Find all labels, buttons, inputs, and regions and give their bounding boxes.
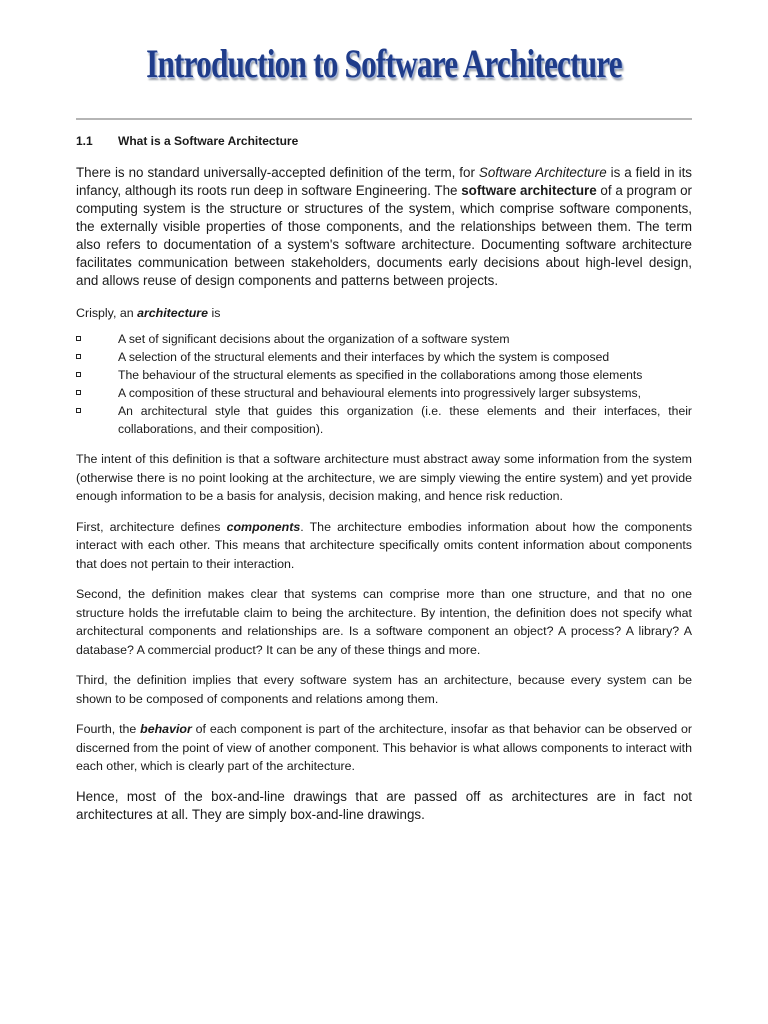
document-title: Introduction to Software Architecture [146, 41, 622, 86]
section-heading [76, 134, 692, 148]
list-item-text: A set of significant decisions about the organization of a software system [118, 332, 510, 346]
crisply-text-1: Crisply, an [76, 306, 138, 320]
first-text-1: First, architecture defines [76, 519, 227, 534]
list-item [76, 330, 692, 348]
first-paragraph [76, 518, 692, 574]
definition-list [76, 330, 692, 438]
list-item-text: A selection of the structural elements and their interfaces by which the system is composed [118, 350, 610, 364]
intro-text-2: is a field in its infancy, although its roots run deep in software Engineering. The [76, 165, 692, 198]
intro-paragraph [76, 164, 692, 290]
title-banner [0, 40, 768, 87]
square-bullet-icon [76, 336, 81, 341]
list-item-text: An architectural style that guides this organization (i.e. these elements and their interfaces, their collaborations, and their composition). [118, 404, 692, 436]
document-body [76, 134, 692, 824]
second-paragraph: Second, the definition makes clear that systems can comprise more than one structure, and that no one structure holds the irrefutable claim to being the architecture. By intention, the definition does not specify what architectural components and relationships are. Is a software component an object? A process? A library? A database? A commercial product? It can be any of these things and more. [76, 587, 692, 657]
intro-italic-term: Software Architecture [478, 165, 607, 180]
square-bullet-icon [76, 390, 81, 395]
intro-bold-term: software architecture [461, 183, 597, 198]
section-number: 1.1 [76, 134, 93, 148]
first-text-2: . The architecture embodies information about how the components interact with each other. This means that architecture specifically omits content information about components that does not pertain to their interaction. [76, 519, 693, 571]
fourth-text-2: of each component is part of the architecture, insofar as that behavior can be observed or discerned from the point of view of another component. This behavior is what allows components to interact with each other, which is clearly part of the architecture. [76, 722, 692, 773]
title-divider [76, 118, 692, 120]
fourth-paragraph [76, 720, 692, 776]
list-item-text: The behaviour of the structural elements as specified in the collaborations among those elements [118, 368, 643, 382]
list-item-text: A composition of these structural and behavioural elements into progressively larger subsystems, [118, 386, 641, 400]
square-bullet-icon [76, 372, 81, 377]
third-paragraph: Third, the definition implies that every software system has an architecture, because every system can be shown to be composed of components and relations among them. [76, 673, 692, 706]
square-bullet-icon [76, 354, 81, 359]
first-emphasis: components [226, 519, 301, 534]
fourth-emphasis: behavior [140, 722, 192, 736]
list-item [76, 402, 692, 438]
fourth-text-1: Fourth, the [76, 722, 141, 736]
list-item [76, 348, 692, 366]
crisply-text-2: is [208, 306, 221, 320]
crisply-line [76, 306, 692, 320]
closing-paragraph: Hence, most of the box-and-line drawings that are passed off as architectures are in fact not architectures at all. They are simply box-and-line drawings. [76, 788, 692, 822]
list-item [76, 384, 692, 402]
intro-text-1: There is no standard universally-accepted definition of the term, for [76, 165, 479, 180]
crisply-emphasis: architecture [137, 306, 208, 320]
list-item [76, 366, 692, 384]
square-bullet-icon [76, 408, 81, 413]
section-title: What is a Software Architecture [118, 134, 299, 148]
intent-paragraph: The intent of this definition is that a software architecture must abstract away some information from the system (otherwise there is no point looking at the architecture, we are simply viewing the entire system) and yet provide enough information to be a basis for analysis, decision making, and hence risk reduction. [76, 452, 692, 503]
intro-text-3: of a program or computing system is the structure or structures of the system, which comprise software components, the externally visible properties of those components, and the relationships between them. The term also refers to documentation of a system's software architecture. Documenting software architecture facilitates communication between stakeholders, documents early decisions about high-level design, and allows reuse of design components and patterns between projects. [76, 183, 693, 288]
